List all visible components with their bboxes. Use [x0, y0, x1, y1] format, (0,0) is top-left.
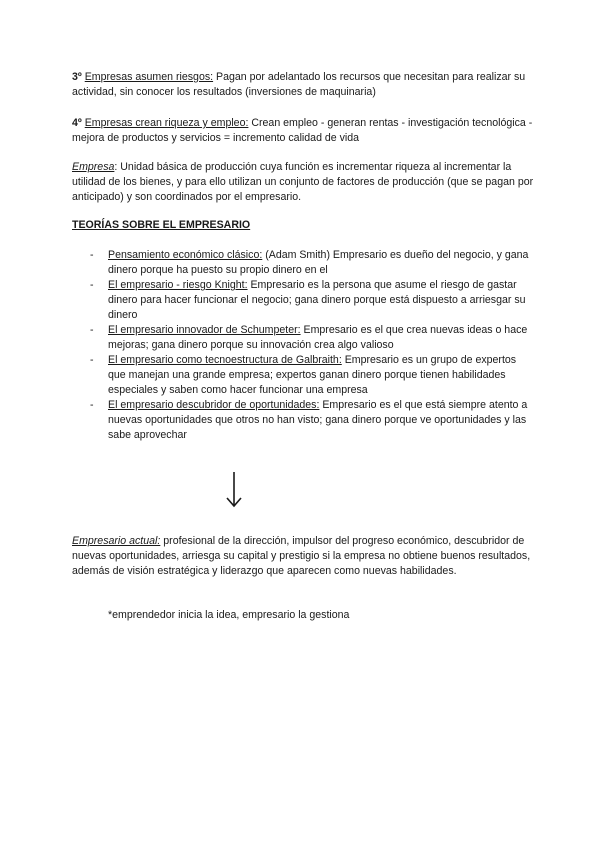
- theory-heading: El empresario innovador de Schumpeter:: [108, 324, 301, 336]
- list-dash: -: [90, 354, 94, 366]
- definition-term: Empresa: [72, 161, 115, 173]
- theory-text: Empresario es el que crea nuevas ideas o hace mejoras; gana dinero porque su innovación crea algo valioso: [108, 324, 528, 351]
- theory-heading: El empresario como tecnoestructura de Galbraith:: [108, 354, 342, 366]
- paragraph-heading: Empresas asumen riesgos:: [84, 71, 214, 83]
- paragraph-empresas-crean-riqueza: [72, 116, 534, 146]
- theories-list: [90, 248, 530, 443]
- section-title: TEORÍAS SOBRE EL EMPRESARIO: [72, 219, 251, 231]
- list-item: [90, 248, 530, 278]
- down-arrow-icon: [224, 468, 244, 512]
- paragraph-text: Crean empleo - generan rentas - investigación tecnológica - mejora de productos y servicios = incremento calidad de vida: [72, 117, 533, 144]
- list-dash: -: [90, 249, 94, 261]
- definition-term: Empresario actual:: [72, 535, 161, 547]
- list-dash: -: [90, 399, 94, 411]
- paragraph-number: 4º: [72, 117, 82, 129]
- paragraph-number: 3º: [72, 71, 82, 83]
- definition-text: : Unidad básica de producción cuya función es incrementar riqueza al incrementar la utilidad de los bienes, y para ello utilizan un conjunto de factores de producción (que se pagan por anticipado) y son coordinados por el empresario.: [72, 161, 534, 203]
- list-item: [90, 323, 530, 353]
- theory-heading: Pensamiento económico clásico:: [108, 249, 263, 261]
- paragraph-empresas-asumen-riesgos: [72, 70, 534, 100]
- theory-heading: El empresario - riesgo Knight:: [108, 279, 248, 291]
- list-item: [90, 398, 530, 443]
- list-item: [90, 353, 530, 398]
- list-item: [90, 278, 530, 323]
- theory-text: Empresario es el que está siempre atento a nuevas oportunidades que otros no han visto; gana dinero porque ve oportunidades y las sabe aprovechar: [108, 399, 528, 441]
- theory-text: Empresario es la persona que asume el riesgo de gastar dinero para hacer funcionar el negocio; gana dinero porque está dispuesto a arriesgar su dinero: [108, 279, 526, 321]
- theory-text: (Adam Smith) Empresario es dueño del negocio, y gana dinero porque ha puesto su propio dinero en el: [108, 249, 529, 276]
- theory-heading: El empresario descubridor de oportunidades:: [108, 399, 320, 411]
- paragraph-empresario-actual: [72, 534, 534, 579]
- list-dash: -: [90, 279, 94, 291]
- theory-text: Empresario es un grupo de expertos que manejan una grande empresa; expertos ganan dinero porque tienen habilidades especiales y saben como hacer funcionar una empresa: [108, 354, 517, 396]
- paragraph-empresa-definition: [72, 160, 534, 205]
- footnote: *emprendedor inicia la idea, empresario la gestiona: [108, 609, 350, 621]
- paragraph-heading: Empresas crean riqueza y empleo:: [84, 117, 249, 129]
- definition-text: profesional de la dirección, impulsor del progreso económico, descubridor de nuevas oportunidades, arriesga su capital y prestigio si la empresa no obtiene buenos resultados, además de visión estratégica y liderazgo que aparecen como nuevas habilidades.: [72, 535, 531, 577]
- list-dash: -: [90, 324, 94, 336]
- paragraph-text: Pagan por adelantado los recursos que necesitan para realizar su actividad, sin conocer los resultados (inversiones de maquinaria): [72, 71, 526, 98]
